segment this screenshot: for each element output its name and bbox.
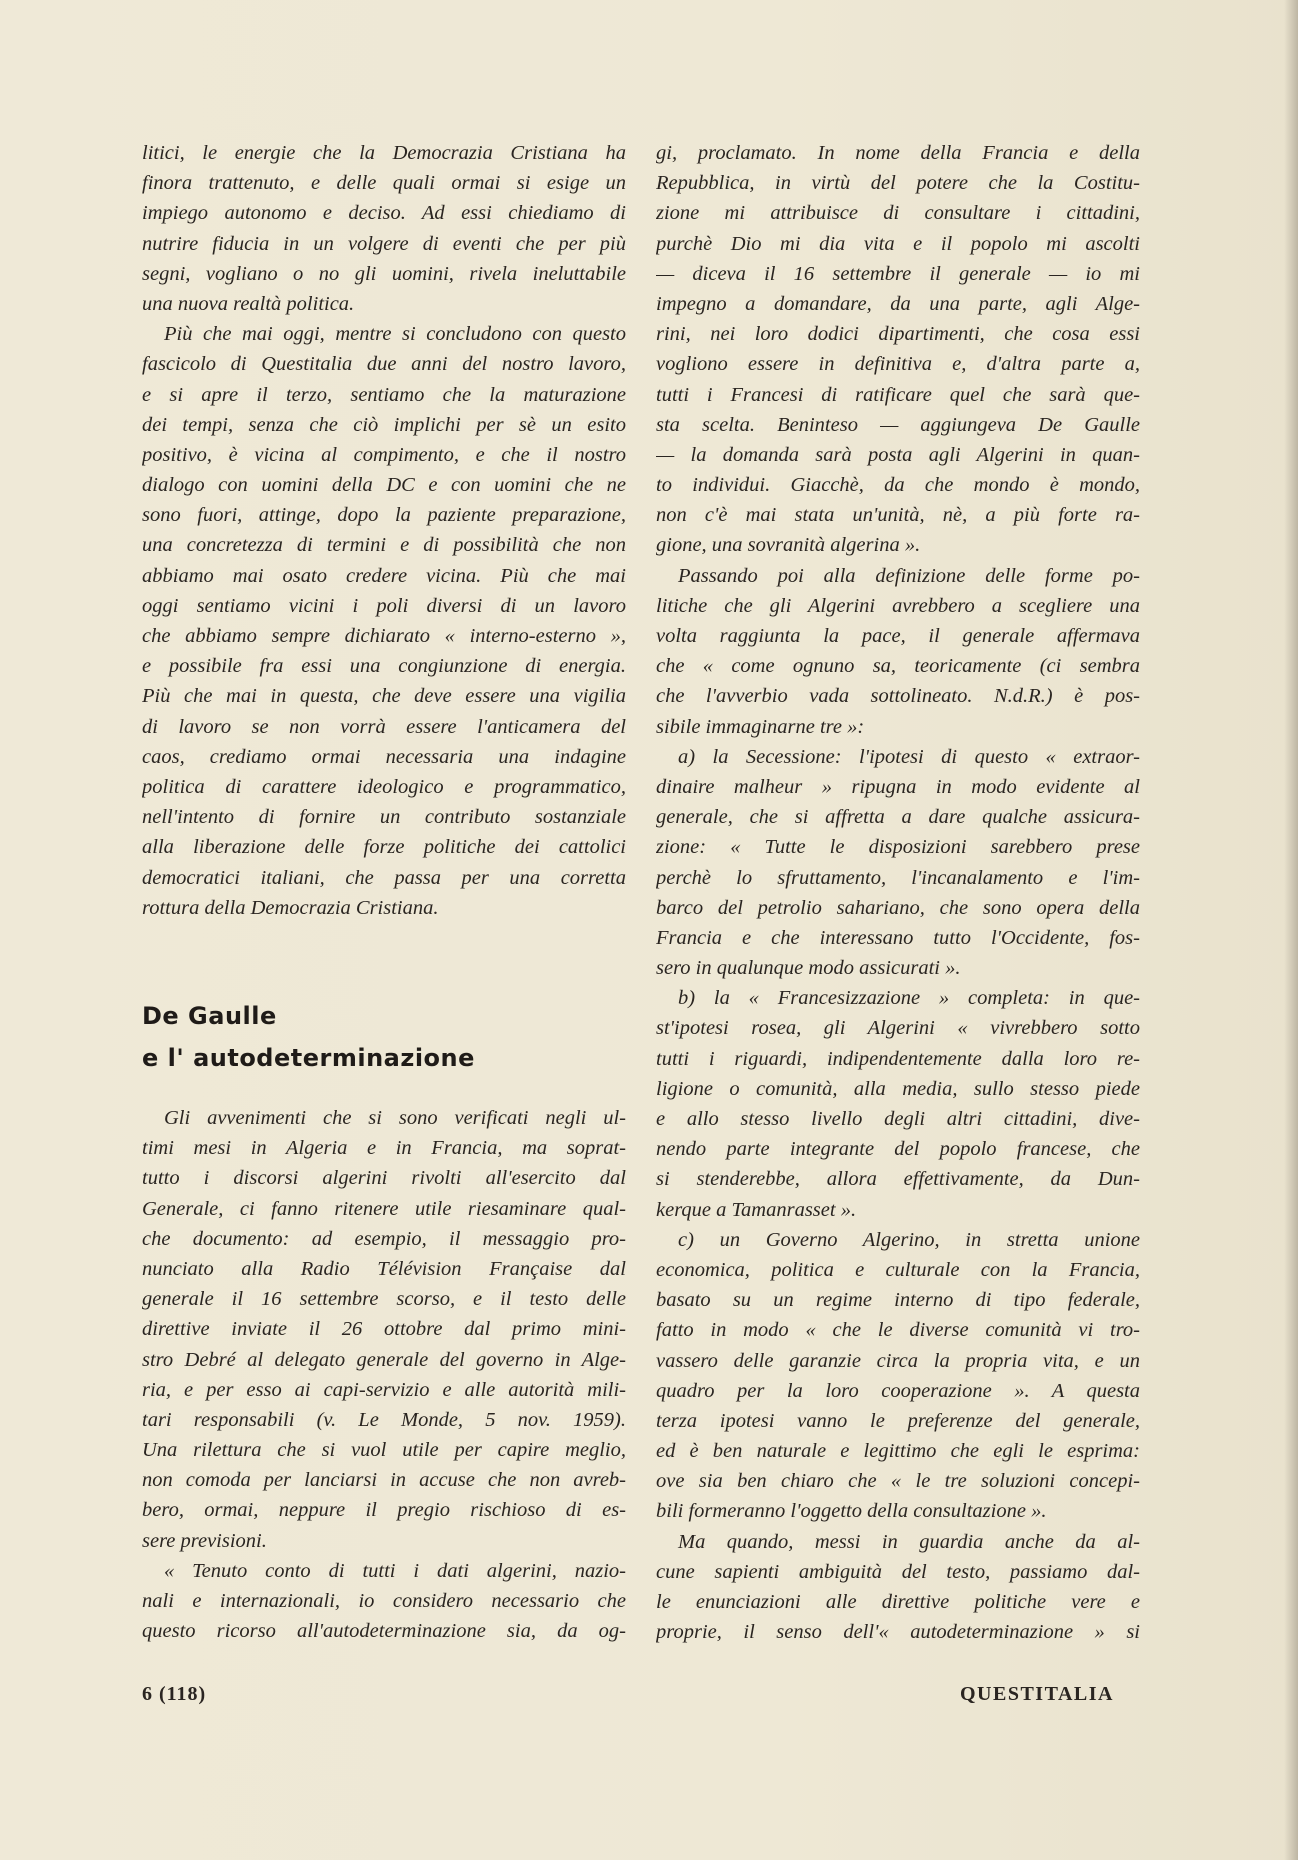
text-line: si stenderebbe, allora effettivamente, da Dun-	[656, 1168, 1140, 1191]
text-line: impegno a domandare, da una parte, agli Alge-	[656, 292, 1140, 315]
text-line: tutti i riguardi, indipendentemente dalla loro re-	[656, 1047, 1140, 1070]
text-line: e possibile fra essi una congiunzione di energia.	[142, 655, 626, 678]
text-line: nunciato alla Radio Télévision Française dal	[142, 1257, 626, 1280]
text-line: zione mi attribuisce di consultare i cittadini,	[656, 202, 1140, 225]
text-line: zione: « Tutte le disposizioni sarebbero prese	[656, 836, 1140, 859]
text-line: positivo, è vicina al compimento, e che il nostro	[142, 443, 626, 466]
left-column	[142, 138, 626, 923]
text-line: generale, che si affretta a dare qualche assicura-	[656, 806, 1140, 829]
text-line: barco del petrolio sahariano, che sono opera della	[656, 896, 1140, 919]
text-line: vassero delle garanzie circa la propria vita, e un	[656, 1349, 1140, 1372]
text-line: questo ricorso all'autodeterminazione sia, da og-	[142, 1620, 626, 1643]
text-line: caos, crediamo ormai necessaria una indagine	[142, 745, 626, 768]
text-line: direttive inviate il 26 ottobre dal primo mini-	[142, 1318, 626, 1341]
text-line: Più che mai in questa, che deve essere una vigilia	[142, 685, 626, 708]
text-line: bili formeranno l'oggetto della consultazione ».	[656, 1500, 1047, 1523]
text-line: non c'è mai stata un'unità, nè, a più forte ra-	[656, 504, 1140, 527]
text-line: rottura della Democrazia Cristiana.	[142, 896, 439, 919]
right-paragraph-last	[656, 1527, 1140, 1648]
text-line: e allo stesso livello degli altri cittadini, dive-	[656, 1108, 1140, 1130]
text-line: Gli avvenimenti che si sono verificati negli ul-	[164, 1107, 626, 1129]
heading-line-1: De Gaulle	[142, 1002, 277, 1030]
text-line: proprie, il senso dell'« autodeterminazione » si	[656, 1621, 1140, 1644]
section-heading	[142, 995, 602, 1079]
page-number: 6 (118)	[142, 1683, 207, 1705]
text-line: st'ipotesi rosea, gli Algerini « vivrebbero sotto	[656, 1017, 1140, 1040]
text-line: c) un Governo Algerino, in stretta unione	[678, 1228, 1140, 1251]
left-paragraph-1	[142, 138, 626, 319]
text-line: dialogo con uomini della DC e con uomini che ne	[142, 474, 626, 497]
text-line: Passando poi alla definizione delle forme po-	[678, 564, 1140, 587]
text-line: « Tenuto conto di tutti i dati algerini, nazio-	[164, 1559, 626, 1582]
text-line: tari responsabili (v. Le Monde, 5 nov. 1959).	[142, 1408, 626, 1431]
right-item-a	[656, 742, 1140, 984]
text-line: che l'avverbio vada sottolineato. N.d.R.) è pos-	[656, 685, 1140, 708]
text-line: a) la Secessione: l'ipotesi di questo « extraor-	[678, 745, 1140, 768]
text-line: sero in qualunque modo assicurati ».	[656, 957, 961, 980]
text-line: terza ipotesi vanno le preferenze del generale,	[656, 1409, 1140, 1432]
text-line: vogliono essere in definitiva e, d'altra parte a,	[656, 353, 1140, 376]
text-line: una concretezza di termini e di possibilità che non	[142, 534, 626, 557]
text-line: generale il 16 settembre scorso, e il testo delle	[142, 1288, 626, 1311]
text-line: democratici italiani, che passa per una corretta	[142, 866, 626, 889]
text-line: volta raggiunta la pace, il generale affermava	[656, 625, 1140, 647]
text-line: to individui. Giacchè, da che mondo è mondo,	[656, 474, 1140, 497]
text-line: litici, le energie che la Democrazia Cristiana ha	[142, 142, 626, 164]
right-item-c	[656, 1225, 1140, 1527]
text-line: ligione o comunità, alla media, sullo stesso piede	[656, 1077, 1140, 1100]
text-line: nali e internazionali, io considero necessario che	[142, 1590, 626, 1612]
text-line: basato su un regime interno di tipo federale,	[656, 1289, 1140, 1312]
text-line: sta scelta. Beninteso — aggiungeva De Gaulle	[656, 413, 1140, 436]
text-line: bero, ormai, neppure il pregio rischioso di es-	[142, 1499, 626, 1522]
text-line: — la domanda sarà posta agli Algerini in quan-	[656, 443, 1140, 466]
right-paragraph-2	[656, 561, 1140, 742]
text-line: abbiamo mai osato credere vicina. Più che mai	[142, 564, 626, 587]
text-line: ria, e per esso ai capi-servizio e alle autorità mili-	[142, 1378, 626, 1401]
text-line: Generale, ci fanno ritenere utile riesaminare qual-	[142, 1197, 626, 1220]
text-line: segni, vogliano o no gli uomini, rivela ineluttabile	[142, 262, 626, 285]
text-line: finora trattenuto, e delle quali ormai si esige un	[142, 172, 626, 195]
text-line: gione, una sovranità algerina ».	[656, 534, 921, 557]
text-line: tutti i Francesi di ratificare quel che sarà que-	[656, 383, 1140, 406]
text-line: — diceva il 16 settembre il generale — io mi	[656, 262, 1140, 285]
text-line: nell'intento di fornire un contributo sostanziale	[142, 806, 626, 829]
journal-name: QUESTITALIA	[960, 1683, 1114, 1705]
text-line: Repubblica, in virtù del potere che la Costitu-	[656, 172, 1140, 195]
text-line: e si apre il terzo, sentiamo che la maturazione	[142, 383, 626, 406]
text-line: alla liberazione delle forze politiche dei cattolici	[142, 836, 626, 859]
text-line: kerque a Tamanrasset ».	[656, 1198, 857, 1221]
heading-line-2: e l' autodeterminazione	[142, 1044, 475, 1072]
text-line: cune sapienti ambiguità del testo, passiamo dal-	[656, 1560, 1140, 1583]
text-line: che « come ognuno sa, teoricamente (ci sembra	[656, 655, 1140, 678]
text-line: Ma quando, messi in guardia anche da al-	[678, 1530, 1140, 1553]
page-edge-shadow	[1284, 0, 1298, 1860]
left-paragraph-2	[142, 319, 626, 923]
text-line: gi, proclamato. In nome della Francia e della	[656, 142, 1140, 164]
text-line: ed è ben naturale e legittimo che egli le esprima:	[656, 1440, 1140, 1463]
text-line: Una rilettura che si vuol utile per capire meglio,	[142, 1439, 626, 1462]
text-line: timi mesi in Algeria e in Francia, ma soprat-	[142, 1137, 626, 1160]
right-column	[656, 138, 1140, 1647]
text-line: sere previsioni.	[142, 1529, 267, 1552]
text-line: non comoda per lanciarsi in accuse che non avreb-	[142, 1469, 626, 1492]
left-paragraph-4	[142, 1556, 626, 1647]
text-line: rini, nei loro dodici dipartimenti, che cosa essi	[656, 323, 1140, 346]
text-line: fascicolo di Questitalia due anni del nostro lavoro,	[142, 353, 626, 376]
text-line: impiego autonomo e deciso. Ad essi chiediamo di	[142, 202, 626, 225]
text-line: stro Debré al delegato generale del governo in Alge-	[142, 1348, 626, 1371]
text-line: economica, politica e culturale con la Francia,	[656, 1258, 1140, 1281]
right-paragraph-1	[656, 138, 1140, 561]
text-line: litiche che gli Algerini avrebbero a scegliere una	[656, 594, 1140, 617]
text-line: di lavoro se non vorrà essere l'anticamera del	[142, 715, 626, 738]
text-line: oggi sentiamo vicini i poli diversi di un lavoro	[142, 594, 626, 617]
text-line: fatto in modo « che le diverse comunità vi tro-	[656, 1319, 1140, 1342]
text-line: tutto i discorsi algerini rivolti all'esercito dal	[142, 1167, 626, 1190]
text-line: quadro per la loro cooperazione ». A questa	[656, 1379, 1140, 1402]
text-line: b) la « Francesizzazione » completa: in que-	[678, 987, 1140, 1010]
text-line: purchè Dio mi dia vita e il popolo mi ascolti	[656, 232, 1140, 255]
left-paragraph-3	[142, 1103, 626, 1556]
text-line: una nuova realtà politica.	[142, 292, 355, 315]
text-line: che abbiamo sempre dichiarato « interno-esterno »,	[142, 625, 626, 647]
text-line: dinaire malheur » ripugna in modo evidente al	[656, 775, 1140, 798]
text-line: nutrire fiducia in un volgere di eventi che per più	[142, 232, 626, 255]
text-line: Francia e che interessano tutto l'Occidente, fos-	[656, 926, 1140, 949]
text-line: le enunciazioni alle direttive politiche vere e	[656, 1591, 1140, 1613]
text-line: perchè lo sfruttamento, l'incanalamento e l'im-	[656, 866, 1140, 889]
text-line: sono fuori, attinge, dopo la paziente preparazione,	[142, 504, 626, 527]
text-line: Più che mai oggi, mentre si concludono con questo	[164, 323, 626, 346]
text-line: che documento: ad esempio, il messaggio pro-	[142, 1227, 626, 1250]
left-column-lower	[142, 1103, 626, 1646]
right-item-b	[656, 983, 1140, 1225]
text-line: politica di carattere ideologico e programmatico,	[142, 775, 626, 798]
text-line: sibile immaginarne tre »:	[656, 715, 865, 738]
text-line: nendo parte integrante del popolo francese, che	[656, 1138, 1140, 1161]
text-line: ove sia ben chiaro che « le tre soluzioni concepi-	[656, 1470, 1140, 1493]
text-line: dei tempi, senza che ciò implichi per sè un esito	[142, 413, 626, 436]
